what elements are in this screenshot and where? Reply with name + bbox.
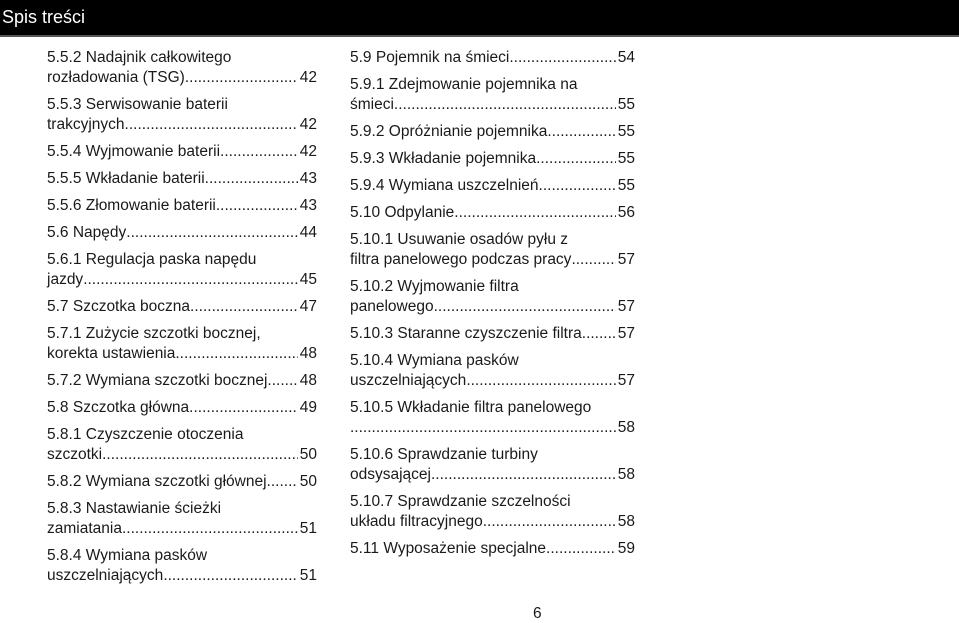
toc-page-number: 57 [617,298,635,315]
toc-entry[interactable] [47,425,317,465]
toc-entry[interactable] [350,149,635,169]
toc-entry-title: 5.9.2 Opróżnianie pojemnika [350,123,548,140]
toc-entry[interactable] [47,472,317,492]
toc-entry-title: 5.8.2 Wymiana szczotki głównej [47,473,267,490]
toc-entry[interactable] [47,499,317,539]
toc-entry-title: 5.9 Pojemnik na śmieci [350,49,510,66]
toc-page-number: 48 [299,372,317,389]
toc-leader-dots [536,149,616,169]
toc-leader-dots [189,398,298,418]
toc-page-number: 55 [617,150,635,167]
toc-entry-title: 5.10 Odpylanie [350,204,455,221]
toc-entry-title: 5.9.1 Zdejmowanie pojemnika na [350,76,578,93]
toc-entry[interactable] [350,351,635,391]
toc-page-number: 43 [299,197,317,214]
toc-entry[interactable] [47,196,317,216]
toc-entry-title: 5.8.4 Wymiana pasków [47,547,208,564]
toc-entry[interactable] [350,176,635,196]
toc-entry-title: 5.5.5 Wkładanie baterii [47,170,205,187]
toc-entry-title: 5.9.3 Wkładanie pojemnika [350,150,537,167]
toc-leader-dots [547,122,615,142]
toc-entry-title: zamiatania [47,520,122,537]
toc-leader-dots [185,68,298,88]
toc-entry-title: układu filtracyjnego [350,513,483,530]
toc-entry-title: 5.10.6 Sprawdzanie turbiny [350,446,538,463]
toc-leader-dots [122,519,298,539]
toc-page-number: 56 [617,204,635,221]
toc-entry[interactable] [47,371,317,391]
toc-entry-title: 5.5.3 Serwisowanie baterii [47,96,228,113]
toc-leader-dots [483,512,616,532]
toc-right-column [350,48,635,566]
toc-leader-dots [546,539,616,559]
toc-page-number: 44 [299,224,317,241]
toc-entry[interactable] [350,324,635,344]
toc-entry-title: 5.11 Wyposażenie specjalne [350,540,547,557]
toc-entry-title: uszczelniających [47,567,164,584]
toc-leader-dots [454,203,615,223]
toc-leader-dots [190,297,298,317]
toc-entry-title: 5.10.3 Staranne czyszczenie filtra [350,325,582,342]
toc-page-number: 42 [299,69,317,86]
toc-page-number: 43 [299,170,317,187]
toc-entry[interactable] [47,223,317,243]
toc-page-number: 50 [299,473,317,490]
toc-entry-title: jazdy [47,271,84,288]
toc-page-number: 55 [617,96,635,113]
toc-page-number: 45 [299,271,317,288]
toc-leader-dots [125,115,298,135]
toc-entry[interactable] [350,539,635,559]
toc-leader-dots [267,371,297,391]
toc-page-number: 50 [299,446,317,463]
toc-entry[interactable] [350,277,635,317]
toc-leader-dots [83,270,298,290]
toc-leader-dots [216,196,298,216]
toc-entry-title: 5.5.6 Złomowanie baterii [47,197,216,214]
toc-leader-dots [582,324,616,344]
toc-entry-title: trakcyjnych [47,116,125,133]
toc-left-column [47,48,317,593]
toc-entry[interactable] [47,95,317,135]
toc-leader-dots [466,371,615,391]
toc-leader-dots [539,176,616,196]
toc-entry-title: 5.5.4 Wyjmowanie baterii [47,143,221,160]
toc-entry-title: 5.7.2 Wymiana szczotki bocznej [47,372,268,389]
toc-leader-dots [431,465,616,485]
toc-entry-title: 5.5.2 Nadajnik całkowitego [47,49,232,66]
toc-leader-dots [571,250,615,270]
toc-entry-title: 5.10.1 Usuwanie osadów pyłu z [350,231,568,248]
toc-entry-title: 5.8.1 Czyszczenie otoczenia [47,426,244,443]
header-divider [0,35,959,37]
toc-page-number: 58 [617,419,635,436]
toc-page-number: 47 [299,298,317,315]
toc-entry-title: 5.8.3 Nastawianie ścieżki [47,500,222,517]
toc-entry-title: 5.9.4 Wymiana uszczelnień [350,177,539,194]
toc-entry[interactable] [350,122,635,142]
toc-entry[interactable] [350,445,635,485]
toc-page-number: 54 [617,49,635,66]
toc-entry-title: 5.10.7 Sprawdzanie szczelności [350,493,571,510]
toc-entry-title: uszczelniających [350,372,467,389]
toc-leader-dots [102,445,298,465]
toc-entry[interactable] [350,492,635,532]
toc-page-number: 48 [299,345,317,362]
toc-page-number: 57 [617,372,635,389]
toc-leader-dots [350,418,616,438]
page-number: 6 [533,605,542,622]
toc-entry-title: filtra panelowego podczas pracy [350,251,572,268]
toc-page-number: 59 [617,540,635,557]
toc-page-number: 42 [299,116,317,133]
toc-page-number: 55 [617,123,635,140]
toc-entry-title: 5.10.2 Wyjmowanie filtra [350,278,519,295]
toc-page-number: 51 [299,567,317,584]
toc-entry-title: 5.7.1 Zużycie szczotki bocznej, [47,325,261,342]
toc-entry[interactable] [47,324,317,364]
toc-header [0,0,959,35]
toc-entry[interactable] [47,398,317,418]
toc-entry-title: korekta ustawienia [47,345,176,362]
toc-page-number: 58 [617,466,635,483]
toc-entry-title: 5.10.4 Wymiana pasków [350,352,519,369]
toc-leader-dots [394,95,616,115]
toc-entry-title: panelowego [350,298,434,315]
toc-leader-dots [163,566,297,586]
toc-entry[interactable] [350,230,635,270]
toc-entry[interactable] [47,142,317,162]
toc-entry[interactable] [350,398,635,438]
toc-entry-title: szczotki [47,446,103,463]
toc-entry-title: rozładowania (TSG) [47,69,185,86]
toc-entry[interactable] [350,203,635,223]
toc-entry[interactable] [47,48,317,88]
toc-page-number: 58 [617,513,635,530]
toc-title: Spis treści [2,7,86,27]
toc-entry-title: 5.6 Napędy [47,224,127,241]
toc-entry-title: 5.10.5 Wkładanie filtra panelowego [350,399,592,416]
toc-leader-dots [509,48,615,68]
toc-leader-dots [126,223,297,243]
toc-leader-dots [267,472,298,492]
toc-page-number: 49 [299,399,317,416]
toc-leader-dots [205,169,298,189]
toc-entry-title: śmieci [350,96,394,113]
toc-entry-title: 5.6.1 Regulacja paska napędu [47,251,257,268]
toc-page-number: 55 [617,177,635,194]
toc-leader-dots [220,142,298,162]
toc-entry[interactable] [47,546,317,586]
toc-entry-title: 5.7 Szczotka boczna [47,298,191,315]
toc-page-number: 57 [617,325,635,342]
toc-page-number: 42 [299,143,317,160]
toc-entry-title: odsysającej [350,466,431,483]
toc-entry[interactable] [47,169,317,189]
toc-entry[interactable] [350,48,635,68]
toc-entry[interactable] [350,75,635,115]
toc-page-number: 57 [617,251,635,268]
toc-page-number: 51 [299,520,317,537]
toc-leader-dots [175,344,297,364]
toc-leader-dots [434,297,616,317]
toc-entry[interactable] [47,250,317,290]
toc-entry-title: 5.8 Szczotka główna [47,399,190,416]
toc-entry[interactable] [47,297,317,317]
